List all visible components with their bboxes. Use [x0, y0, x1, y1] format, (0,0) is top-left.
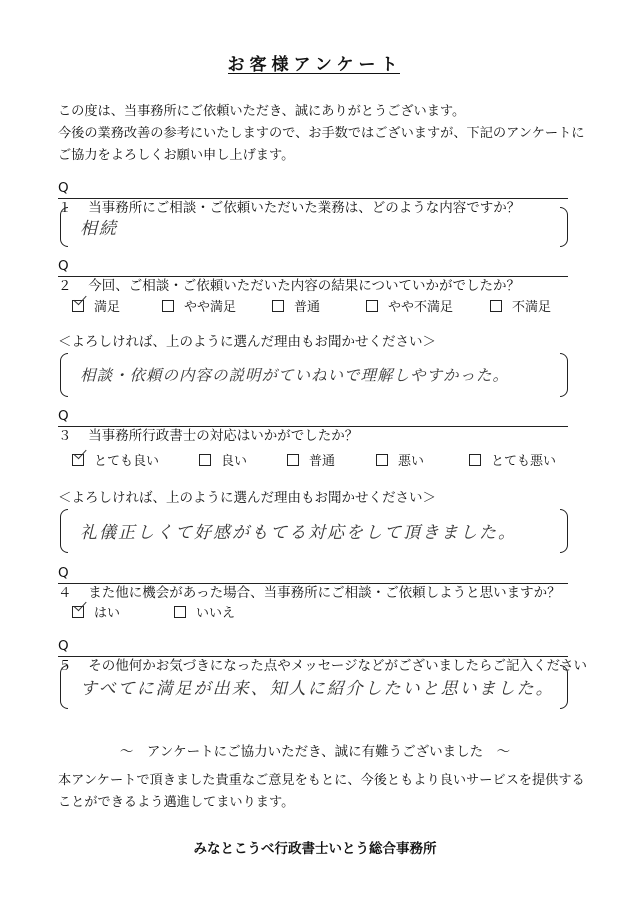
- option-very-bad[interactable]: とても悪い: [469, 450, 556, 469]
- left-bracket: [60, 509, 68, 553]
- option-dissatisfied[interactable]: 不満足: [490, 296, 551, 315]
- handwritten-answer: 相談・依頼の内容の説明がていねいで理解しやすかった。: [80, 366, 510, 385]
- checkbox-checked[interactable]: [72, 300, 84, 312]
- right-bracket: [560, 353, 568, 397]
- question-number: Q４: [58, 565, 73, 601]
- answer-box-q3[interactable]: [60, 509, 568, 553]
- answer-box-q2[interactable]: [60, 353, 568, 397]
- left-bracket: [60, 353, 68, 397]
- question-text: また他に機会があった場合、当事務所にご相談・ご依頼しようと思いますか？: [88, 585, 561, 601]
- checkbox-checked[interactable]: [72, 454, 84, 466]
- thanks-message: ～ アンケートにご協力いただき、誠に有難うございました ～: [119, 744, 511, 760]
- question-text: 当事務所にご相談・ご依頼いただいた業務は、どのような内容ですか？: [88, 200, 521, 216]
- option-neutral[interactable]: 普通: [272, 296, 320, 315]
- question-text: 今回、ご相談・ご依頼いただいた内容の結果についていかがでしたか？: [88, 278, 521, 294]
- right-bracket: [560, 509, 568, 553]
- question-underline: [58, 276, 568, 277]
- option-very-good[interactable]: とても良い: [72, 450, 159, 469]
- intro-line: この度は、当事務所にご依頼いただき、誠にありがとうございます。: [58, 104, 466, 119]
- handwritten-answer: すべてに満足が出来、知人に紹介したいと思いました。: [80, 679, 555, 699]
- question-number: Q２: [58, 258, 73, 294]
- left-bracket: [60, 665, 68, 709]
- question-text: その他何かお気づきになった点やメッセージなどがございましたらご記入ください: [88, 658, 587, 674]
- question-number: Q５: [58, 638, 73, 674]
- handwritten-answer: 礼儀正しくて好感がもてる対応をして頂きました。: [80, 523, 517, 543]
- intro-line: 今後の業務改善の参考にいたしますので、お手数ではございますが、下記のアンケートに: [58, 126, 585, 141]
- title-underline: [228, 73, 400, 74]
- checkbox[interactable]: [490, 300, 502, 312]
- checkbox[interactable]: [469, 454, 481, 466]
- handwritten-answer: 相続: [80, 219, 118, 239]
- option-satisfied[interactable]: 満足: [72, 296, 120, 315]
- office-name: みなとこうべ行政書士いとう総合事務所: [193, 841, 437, 857]
- option-no[interactable]: いいえ: [174, 602, 235, 621]
- question-text: 当事務所行政書士の対応はいかがでしたか？: [88, 428, 359, 444]
- answer-box-q1[interactable]: [60, 207, 568, 247]
- checkbox[interactable]: [287, 454, 299, 466]
- checkbox[interactable]: [162, 300, 174, 312]
- page-title: お客様アンケート: [227, 55, 403, 75]
- checkbox[interactable]: [199, 454, 211, 466]
- checkbox[interactable]: [272, 300, 284, 312]
- answer-box-q5[interactable]: [60, 665, 568, 709]
- option-yes[interactable]: はい: [72, 602, 120, 621]
- closing-text: [58, 770, 585, 814]
- question-underline: [58, 583, 568, 584]
- question-underline: [58, 656, 568, 657]
- option-somewhat-satisfied[interactable]: やや満足: [162, 296, 236, 315]
- left-bracket: [60, 207, 68, 247]
- checkbox[interactable]: [174, 606, 186, 618]
- question-underline: [58, 198, 568, 199]
- option-bad[interactable]: 悪い: [376, 450, 424, 469]
- intro-text: [58, 101, 584, 167]
- reason-prompt: ＜よろしければ、上のように選んだ理由もお聞かせください＞: [58, 490, 436, 506]
- closing-line: ことができるよう邁進してまいります。: [58, 795, 295, 810]
- checkbox[interactable]: [366, 300, 378, 312]
- closing-line: 本アンケートで頂きました貴重なご意見をもとに、今後ともより良いサービスを提供する: [58, 773, 585, 788]
- intro-line: ご協力をよろしくお願い申し上げます。: [58, 148, 295, 163]
- question-number: Q３: [58, 408, 73, 444]
- option-somewhat-dissatisfied[interactable]: やや不満足: [366, 296, 453, 315]
- option-neutral[interactable]: 普通: [287, 450, 335, 469]
- option-good[interactable]: 良い: [199, 450, 247, 469]
- checkbox-checked[interactable]: [72, 606, 84, 618]
- question-number: Q１: [58, 180, 73, 216]
- checkbox[interactable]: [376, 454, 388, 466]
- right-bracket: [560, 207, 568, 247]
- reason-prompt: ＜よろしければ、上のように選んだ理由もお聞かせください＞: [58, 334, 436, 350]
- right-bracket: [560, 665, 568, 709]
- question-underline: [58, 426, 568, 427]
